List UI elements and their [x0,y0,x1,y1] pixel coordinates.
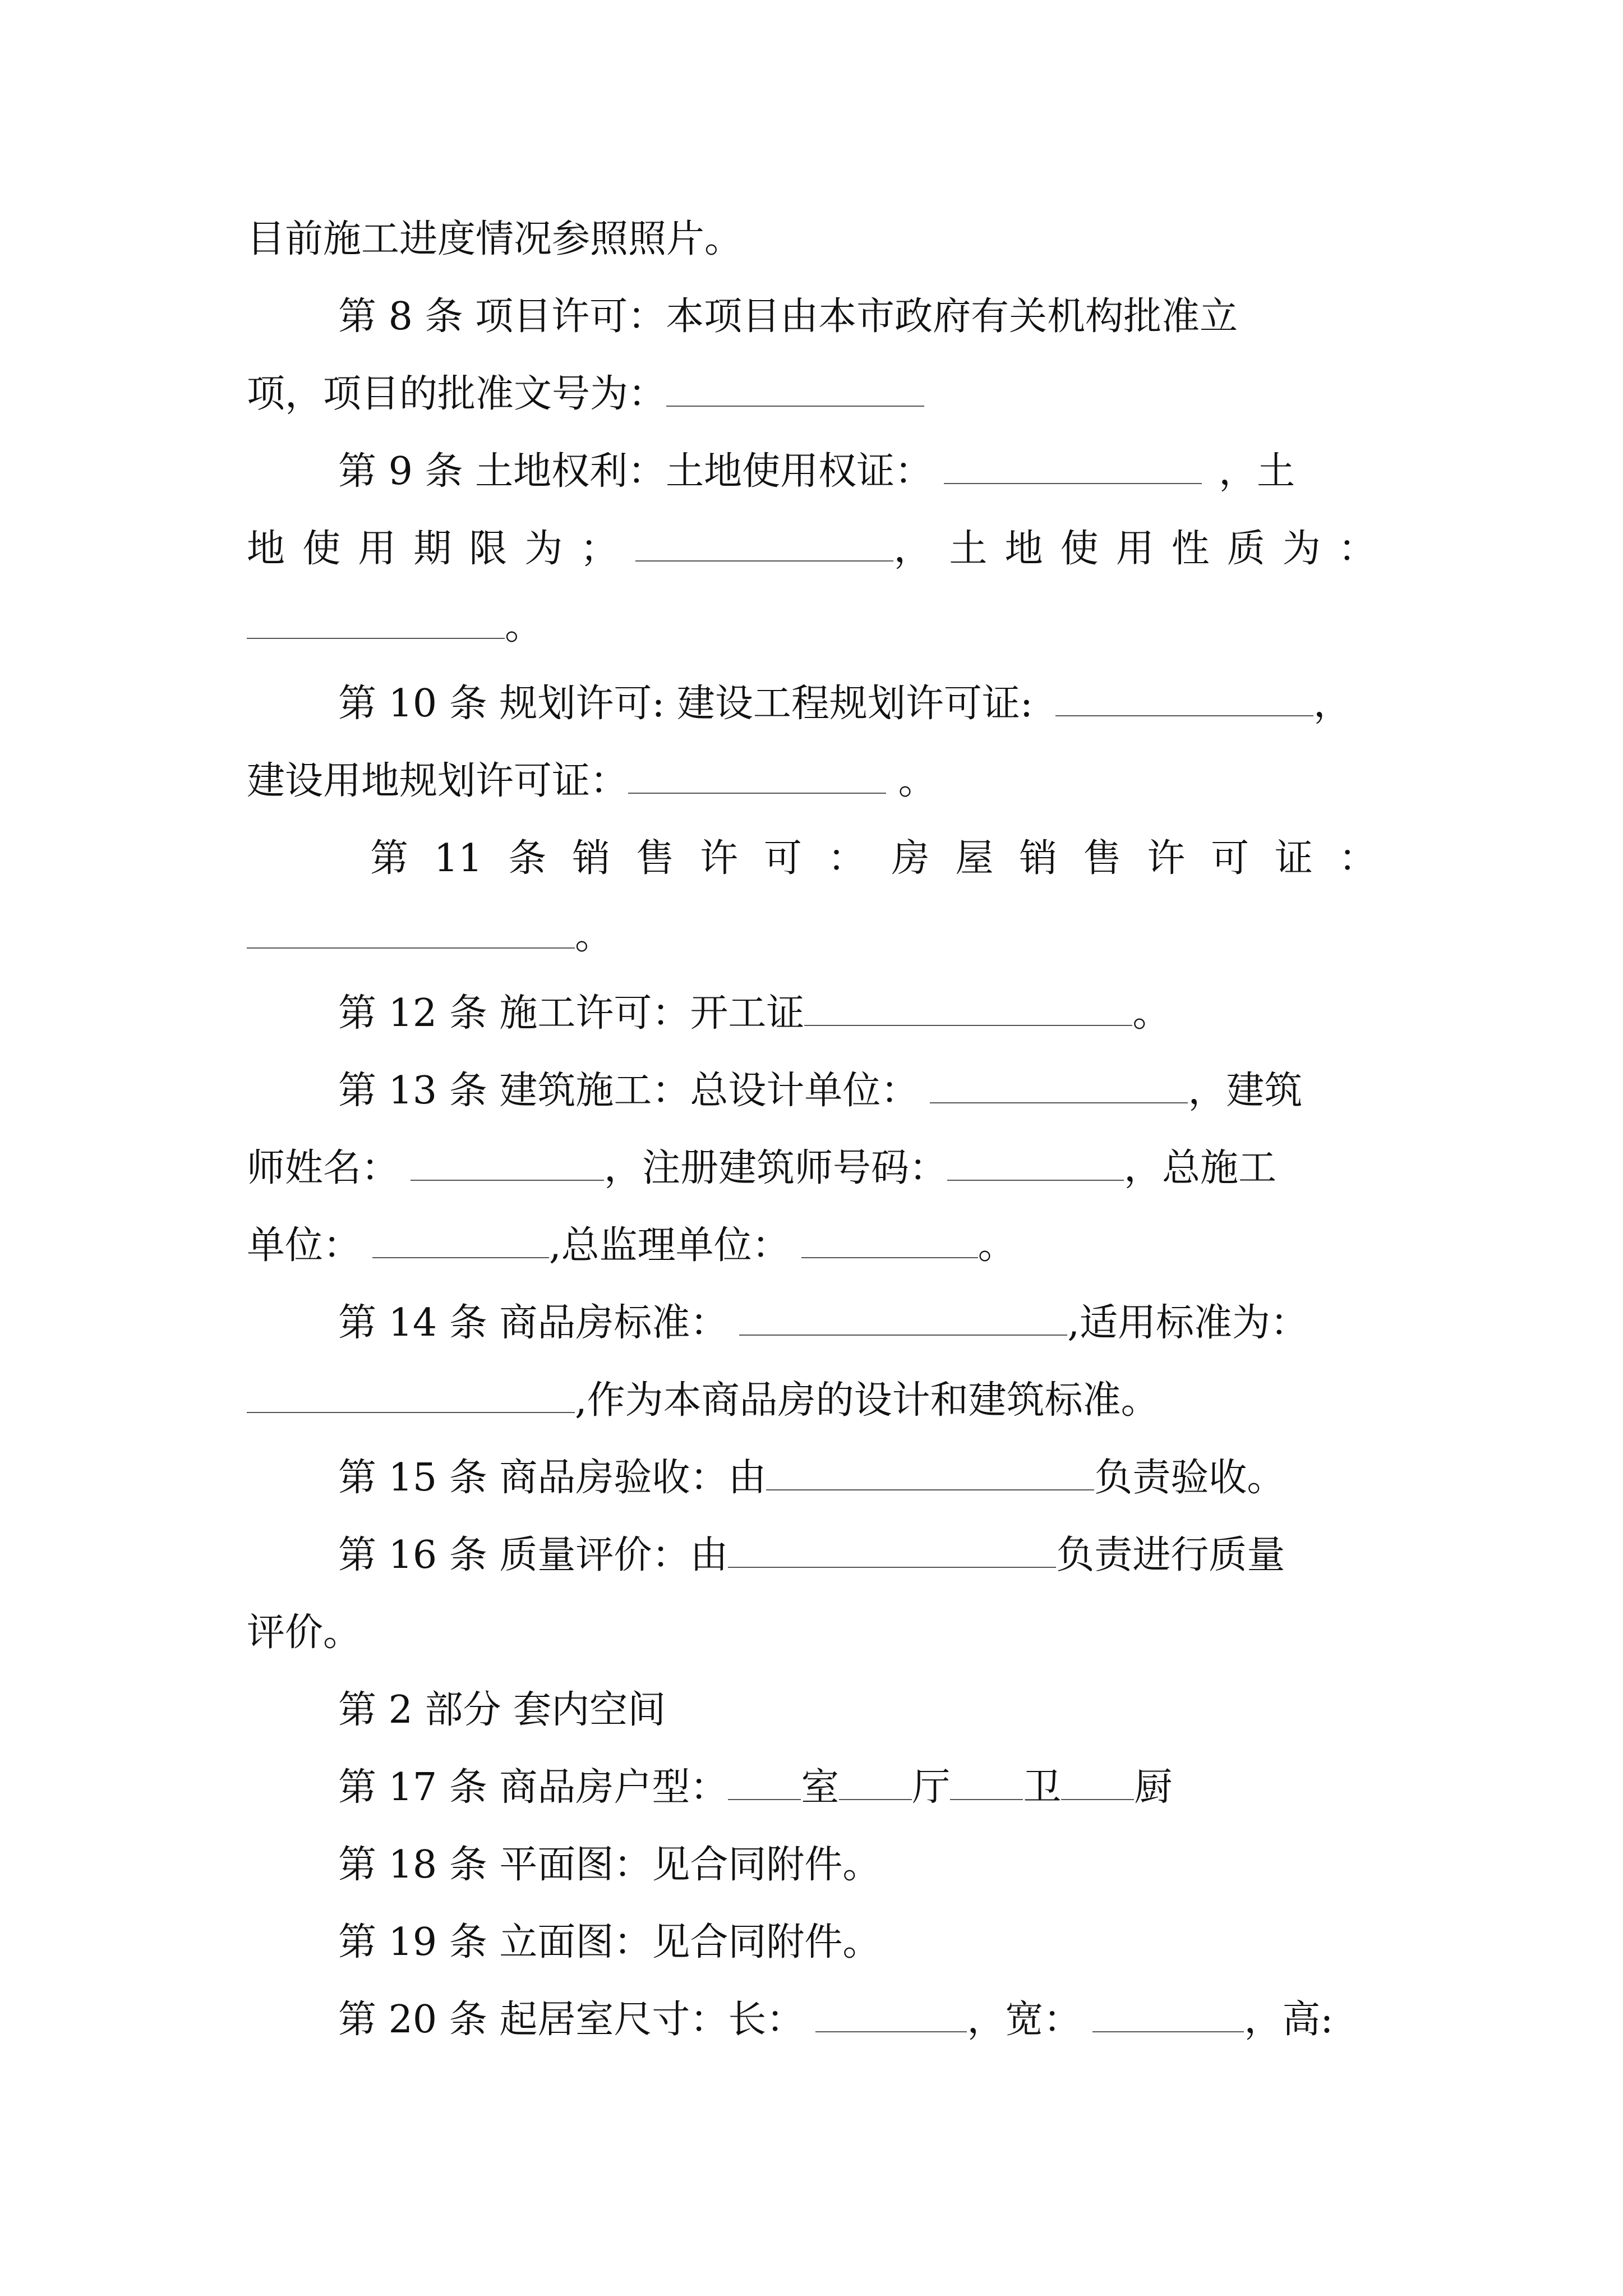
land-use-nature-blank[interactable] [247,602,505,639]
kitchen-count-blank[interactable] [1061,1763,1134,1800]
line-text: ，建筑 [1188,1069,1303,1113]
line-text: 厨 [1134,1765,1173,1810]
char: 使 [1060,527,1099,571]
hall-count-blank[interactable] [839,1763,912,1800]
article-19-line [338,1912,880,1973]
line-text: ，土 [1219,449,1295,494]
line-text: ,总监理单位： [549,1223,790,1268]
line-text: 目前施工进度情况参照照片。 [247,217,743,261]
char: 条 [508,836,547,881]
architect-line [247,1138,1276,1199]
char: ， [893,527,932,571]
line-text: 第 2 部分 套内空间 [338,1688,666,1732]
char: 限 [469,527,508,571]
line-text: 第 16 条 质量评价：由 [338,1533,728,1577]
char: 用 [358,527,396,571]
line-text: 负责进行质量 [1056,1533,1285,1577]
line-text: 第 18 条 平面图：见合同附件。 [338,1843,881,1887]
article-11-line [370,828,1377,890]
line-text: ，总施工 [1124,1146,1277,1190]
char: 性 [1171,527,1210,571]
article-18-line [338,1834,880,1896]
article-20-line [338,1989,1333,2051]
line-text: 第 20 条 起居室尺寸：长： [338,1998,805,2042]
line-text: 负责验收。 [1094,1456,1285,1500]
approval-number-blank[interactable] [666,370,924,407]
char: ： [1338,527,1376,571]
article-15-line [338,1447,1285,1509]
line-text: 第 10 条 规划许可: 建设工程规划许可证: [338,682,1033,726]
living-room-width-blank[interactable] [1092,1995,1244,2032]
land-use-term-blank[interactable] [635,524,893,562]
char: 销 [572,836,611,881]
line-text: 第 9 条 土地权利：土地使用权证： [338,449,933,494]
quality-evaluator-blank[interactable] [728,1531,1056,1568]
planning-permit-blank[interactable] [1055,679,1313,716]
bath-count-blank[interactable] [950,1763,1023,1800]
line-text: ，高: [1244,1998,1334,2042]
char: 地 [1004,527,1043,571]
land-planning-permit-blank[interactable] [628,757,886,794]
char: ； [580,527,619,571]
char: 11 [434,836,483,881]
line-text: ，注册建筑师号码： [604,1146,948,1190]
line-text: 。 [575,914,614,958]
line-text: ，宽： [967,1998,1082,2042]
applicable-standard-blank[interactable] [247,1376,575,1413]
char: 销 [1019,836,1058,881]
line-text: 师姓名： [247,1146,400,1190]
section-heading [338,1680,666,1741]
living-room-length-blank[interactable] [815,1995,967,2032]
housing-standard-blank[interactable] [739,1299,1067,1336]
char: 许 [699,836,738,881]
char: 为 [1282,527,1321,571]
line-text: 建设用地规划许可证： [247,759,629,803]
applicable-standard-line [247,1370,1159,1432]
article-13-line [338,1060,1302,1122]
char: 第 [370,836,409,881]
line-text: ， [1313,682,1352,726]
sales-permit-blank[interactable] [247,912,575,949]
char: ： [1338,836,1377,881]
char: 为 [524,527,563,571]
char: 售 [1083,836,1122,881]
line-text: 单位： [247,1223,362,1268]
architect-number-blank[interactable] [947,1144,1124,1181]
article-12-line [338,983,1170,1045]
char: 土 [949,527,988,571]
construction-permit-blank[interactable] [804,989,1132,1026]
architect-name-blank[interactable] [411,1144,604,1181]
line-text: ,作为本商品房的设计和建筑标准。 [575,1378,1159,1423]
char: 质 [1227,527,1265,571]
line-text: ,适用标准为： [1067,1301,1308,1345]
land-use-certificate-blank[interactable] [944,447,1202,484]
line-text: 第 12 条 施工许可：开工证 [338,991,805,1036]
land-planning-permit-line [247,751,937,812]
room-count-blank[interactable] [728,1763,801,1800]
contractor-line [247,1215,1016,1277]
article-17-line [338,1757,1172,1819]
line-text: 评价。 [247,1611,362,1655]
article-8-line [338,286,1238,348]
land-use-term-line [247,518,1376,580]
supervision-unit-blank[interactable] [801,1221,978,1258]
line-text: 第 15 条 商品房验收：由 [338,1456,767,1500]
text-line [247,1602,361,1664]
line-text: 第 14 条 商品房标准： [338,1301,728,1345]
line-text: 第 19 条 立面图：见合同附件。 [338,1920,881,1964]
article-16-line [338,1525,1285,1586]
line-text: 卫 [1023,1765,1062,1810]
line-text: 项，项目的批准文号为： [247,372,667,416]
acceptance-party-blank[interactable] [766,1453,1094,1490]
text-line [247,209,743,270]
sales-permit-line [247,905,613,967]
char: 售 [636,836,675,881]
char: 屋 [955,836,994,881]
char: 地 [247,527,285,571]
char: 使 [302,527,341,571]
line-text: 室 [801,1765,840,1810]
char: 期 [413,527,452,571]
line-text: 第 8 条 项目许可：本项目由本市政府有关机构批准立 [338,295,1238,339]
article-14-line [338,1292,1308,1354]
char: 房 [891,836,930,881]
line-text: 。 [978,1223,1016,1268]
char: 证 [1274,836,1313,881]
line-text: 。 [1132,991,1171,1036]
contractor-unit-blank[interactable] [372,1221,549,1258]
line-text: 厅 [912,1765,951,1810]
line-text: 。 [886,759,937,803]
article-10-line [338,673,1352,735]
design-unit-blank[interactable] [930,1066,1188,1103]
article-8-approval-line [247,364,924,425]
char: ： [827,836,866,881]
line-text: 第 13 条 建筑施工：总设计单位： [338,1069,919,1113]
char: 可 [1211,836,1249,881]
char: 可 [763,836,802,881]
char: 用 [1115,527,1154,571]
char: 许 [1147,836,1186,881]
article-9-line [338,441,1295,503]
line-text: 。 [505,604,543,648]
line-text: 第 17 条 商品房户型： [338,1765,728,1810]
land-use-nature-line [247,596,543,657]
